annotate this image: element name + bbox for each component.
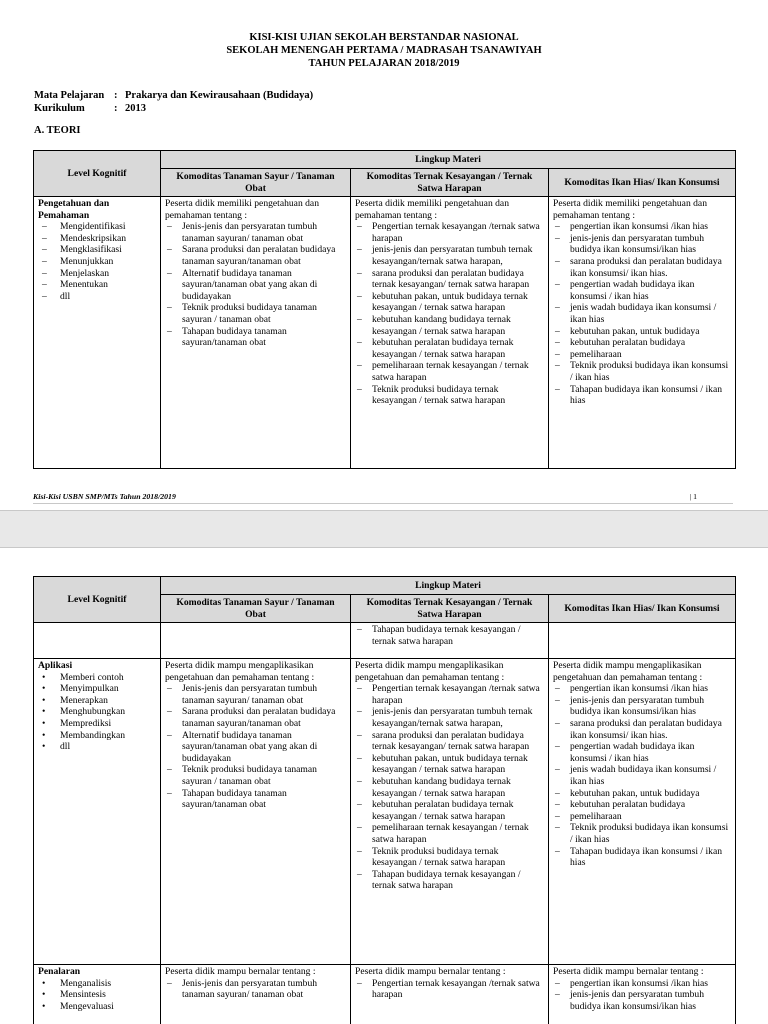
list-item: – Jenis-jenis dan persyaratan tumbuh tanaman sayuran/ tanaman obat [165,683,346,706]
level-cell [34,197,161,469]
list-item: – Menentukan [38,279,156,291]
list-item: • Mensintesis [38,989,156,1001]
section-title: A. TEORI [34,125,81,136]
list-item: – Tahapan budidaya tanaman sayuran/tanaman obat [165,326,346,349]
list-item: – Sarana produksi dan peralatan budidaya tanaman sayuran/tanaman obat [165,706,346,729]
page-number: | 1 [689,492,697,501]
document-page-1 [0,0,768,510]
list-item: • Memprediksi [38,718,156,730]
level-cell [34,659,161,965]
livestock-list [355,978,544,1001]
livestock-cell [351,197,549,469]
list-item: – Teknik produksi budidaya tanaman sayuran / tanaman obat [165,302,346,325]
footer-text: Kisi-Kisi USBN SMP/MTs Tahun 2018/2019 [33,492,176,501]
cell-intro: Peserta didik memiliki pengetahuan dan pemahaman tentang : [165,198,319,221]
list-item: – Mengklasifikasi [38,244,156,256]
list-item: – Teknik produksi budidaya ternak kesayangan / ternak satwa harapan [355,384,544,407]
plants-cell [161,659,351,965]
page-separator [0,510,768,548]
list-item: • Menghubungkan [38,706,156,718]
table-row [34,659,736,965]
document-header [0,31,768,70]
list-item: – Alternatif budidaya tanaman sayuran/tanaman obat yang akan di budidayakan [165,268,346,303]
list-item: – Mendeskripsikan [38,233,156,245]
list-item: – pemeliharaan ternak kesayangan / ternak satwa harapan [355,360,544,383]
list-item: – jenis wadah budidaya ikan konsumsi / ikan hias [553,302,731,325]
list-item: • Memberi contoh [38,672,156,684]
cell-intro: Peserta didik mampu mengaplikasikan pengetahuan dan pemahaman tentang : [553,660,703,683]
plants-cell [161,965,351,1024]
cell-intro: Peserta didik memiliki pengetahuan dan pemahaman tentang : [355,198,509,221]
plants-list [165,978,346,1001]
level-cell [34,623,161,659]
list-item: – Mengidentifikasi [38,221,156,233]
list-item: – kebutuhan peralatan budidaya [553,799,731,811]
list-item: – pemeliharaan [553,811,731,823]
list-item: – kebutuhan pakan, untuk budidaya [553,326,731,338]
level-cell [34,965,161,1024]
curriculum-value: 2013 [125,103,146,114]
fish-cell [549,659,736,965]
list-item: – Pengertian ternak kesayangan /ternak satwa harapan [355,978,544,1001]
subject-label: Mata Pelajaran [34,90,105,101]
list-item: – Menjelaskan [38,268,156,280]
list-item: – sarana produksi dan peralatan budidaya ternak kesayangan/ ternak satwa harapan [355,268,544,291]
header-col-plants: Komoditas Tanaman Sayur / Tanaman Obat [161,169,351,197]
list-item: – pengertian wadah budidaya ikan konsumsi / ikan hias [553,741,731,764]
fish-cell [549,623,736,659]
fish-cell [549,965,736,1024]
subject-colon: : [114,90,118,101]
cell-intro: Peserta didik mampu mengaplikasikan pengetahuan dan pemahaman tentang : [355,660,505,683]
list-item: – sarana produksi dan peralatan budidaya ikan konsumsi/ ikan hias. [553,256,731,279]
list-item: – sarana produksi dan peralatan budidaya ikan konsumsi/ ikan hias. [553,718,731,741]
list-item: – kebutuhan pakan, untuk budidaya ternak kesayangan / ternak satwa harapan [355,753,544,776]
plants-list [165,221,346,349]
curriculum-label: Kurikulum [34,103,85,114]
list-item: – Tahapan budidaya tanaman sayuran/tanaman obat [165,788,346,811]
header-col-fish: Komoditas Ikan Hias/ Ikan Konsumsi [549,595,736,623]
list-item: – Teknik produksi budidaya ikan konsumsi / ikan hias [553,822,731,845]
list-item: – jenis-jenis dan persyaratan tumbuh ternak kesayangan/ternak satwa harapan, [355,706,544,729]
list-item: – pengertian ikan konsumsi /ikan hias [553,221,731,233]
curriculum-colon: : [114,103,118,114]
list-item: • Menyimpulkan [38,683,156,695]
list-item: – kebutuhan peralatan budidaya ternak kesayangan / ternak satwa harapan [355,799,544,822]
list-item: – Sarana produksi dan peralatan budidaya tanaman sayuran/tanaman obat [165,244,346,267]
curriculum-row [34,102,313,115]
list-item: – kebutuhan pakan, untuk budidaya ternak kesayangan / ternak satwa harapan [355,291,544,314]
cell-intro: Peserta didik mampu mengaplikasikan pengetahuan dan pemahaman tentang : [165,660,315,683]
list-item: – kebutuhan kandang budidaya ternak kesayangan / ternak satwa harapan [355,776,544,799]
livestock-list [355,624,544,647]
table-row [34,965,736,1024]
level-list [38,221,156,302]
list-item: – Teknik produksi budidaya tanaman sayuran / tanaman obat [165,764,346,787]
list-item: – Pengertian ternak kesayangan /ternak satwa harapan [355,221,544,244]
level-list [38,672,156,753]
page-footer [33,492,733,501]
footer-divider [33,503,733,504]
header-col-livestock: Komoditas Ternak Kesayangan / Ternak Satwa Harapan [351,595,549,623]
cell-intro: Peserta didik memiliki pengetahuan dan pemahaman tentang : [553,198,707,221]
list-item: – jenis-jenis dan persyaratan tumbuh ternak kesayangan/ternak satwa harapan, [355,244,544,267]
list-item: • Mengevaluasi [38,1001,156,1013]
cell-intro: Peserta didik mampu bernalar tentang : [165,966,316,977]
header-level: Level Kognitif [34,577,161,623]
table-row [34,623,736,659]
list-item: – Jenis-jenis dan persyaratan tumbuh tanaman sayuran/ tanaman obat [165,978,346,1001]
subject-row [34,89,313,102]
list-item: – jenis-jenis dan persyaratan tumbuh budidya ikan konsumsi/ikan hias [553,233,731,256]
list-item: – jenis-jenis dan persyaratan tumbuh budidya ikan konsumsi/ikan hias [553,695,731,718]
list-item: – pengertian ikan konsumsi /ikan hias [553,683,731,695]
header-line-2: SEKOLAH MENENGAH PERTAMA / MADRASAH TSANAWIYAH [226,45,542,56]
document-page-2 [0,548,768,1024]
list-item: – pemeliharaan [553,349,731,361]
list-item: – Tahapan budidaya ikan konsumsi / ikan hias [553,846,731,869]
livestock-cell [351,623,549,659]
livestock-cell [351,659,549,965]
list-item: – pengertian ikan konsumsi /ikan hias [553,978,731,990]
list-item: • Menganalisis [38,978,156,990]
cell-intro: Peserta didik mampu bernalar tentang : [553,966,704,977]
level-title: Penalaran [38,966,81,977]
header-level: Level Kognitif [34,151,161,197]
fish-list [553,221,731,407]
list-item: • Menerapkan [38,695,156,707]
header-scope: Lingkup Materi [161,577,736,595]
livestock-list [355,683,544,892]
list-item: – Alternatif budidaya tanaman sayuran/tanaman obat yang akan di budidayakan [165,730,346,765]
list-item: – sarana produksi dan peralatan budidaya ternak kesayangan/ ternak satwa harapan [355,730,544,753]
livestock-list [355,221,544,407]
list-item: – Teknik produksi budidaya ternak kesayangan / ternak satwa harapan [355,846,544,869]
list-item: – Menunjukkan [38,256,156,268]
header-line-3: TAHUN PELAJARAN 2018/2019 [308,58,460,69]
list-item: – kebutuhan peralatan budidaya ternak kesayangan / ternak satwa harapan [355,337,544,360]
list-item: – Pengertian ternak kesayangan /ternak satwa harapan [355,683,544,706]
list-item: – Jenis-jenis dan persyaratan tumbuh tanaman sayuran/ tanaman obat [165,221,346,244]
list-item: – kebutuhan kandang budidaya ternak kesayangan / ternak satwa harapan [355,314,544,337]
header-col-fish: Komoditas Ikan Hias/ Ikan Konsumsi [549,169,736,197]
subject-value: Prakarya dan Kewirausahaan (Budidaya) [125,90,314,101]
list-item: – kebutuhan peralatan budidaya [553,337,731,349]
plants-list [165,683,346,811]
list-item: – dll [38,291,156,303]
list-item: – Tahapan budidaya ternak kesayangan / ternak satwa harapan [355,624,544,647]
plants-cell [161,197,351,469]
list-item: – Tahapan budidaya ternak kesayangan / ternak satwa harapan [355,869,544,892]
list-item: – jenis-jenis dan persyaratan tumbuh budidya ikan konsumsi/ikan hias [553,989,731,1012]
list-item: – pengertian wadah budidaya ikan konsumsi / ikan hias [553,279,731,302]
list-item: – jenis wadah budidaya ikan konsumsi / ikan hias [553,764,731,787]
list-item: • dll [38,741,156,753]
header-scope: Lingkup Materi [161,151,736,169]
fish-cell [549,197,736,469]
kisi-table-page-2 [33,576,736,1024]
list-item: – pemeliharaan ternak kesayangan / ternak satwa harapan [355,822,544,845]
table-row [34,197,736,469]
header-col-plants: Komoditas Tanaman Sayur / Tanaman Obat [161,595,351,623]
list-item: • Membandingkan [38,730,156,742]
plants-cell [161,623,351,659]
fish-list [553,978,731,1013]
document-meta [34,89,313,115]
header-line-1: KISI-KISI UJIAN SEKOLAH BERSTANDAR NASIONAL [249,32,519,43]
livestock-cell [351,965,549,1024]
cell-intro: Peserta didik mampu bernalar tentang : [355,966,506,977]
level-list [38,978,156,1013]
list-item: – kebutuhan pakan, untuk budidaya [553,788,731,800]
level-title: Aplikasi [38,660,73,671]
kisi-table-page-1 [33,150,736,469]
fish-list [553,683,731,869]
list-item: – Tahapan budidaya ikan konsumsi / ikan hias [553,384,731,407]
list-item: – Teknik produksi budidaya ikan konsumsi / ikan hias [553,360,731,383]
level-title: Pengetahuan dan Pemahaman [38,198,110,221]
header-col-livestock: Komoditas Ternak Kesayangan / Ternak Satwa Harapan [351,169,549,197]
